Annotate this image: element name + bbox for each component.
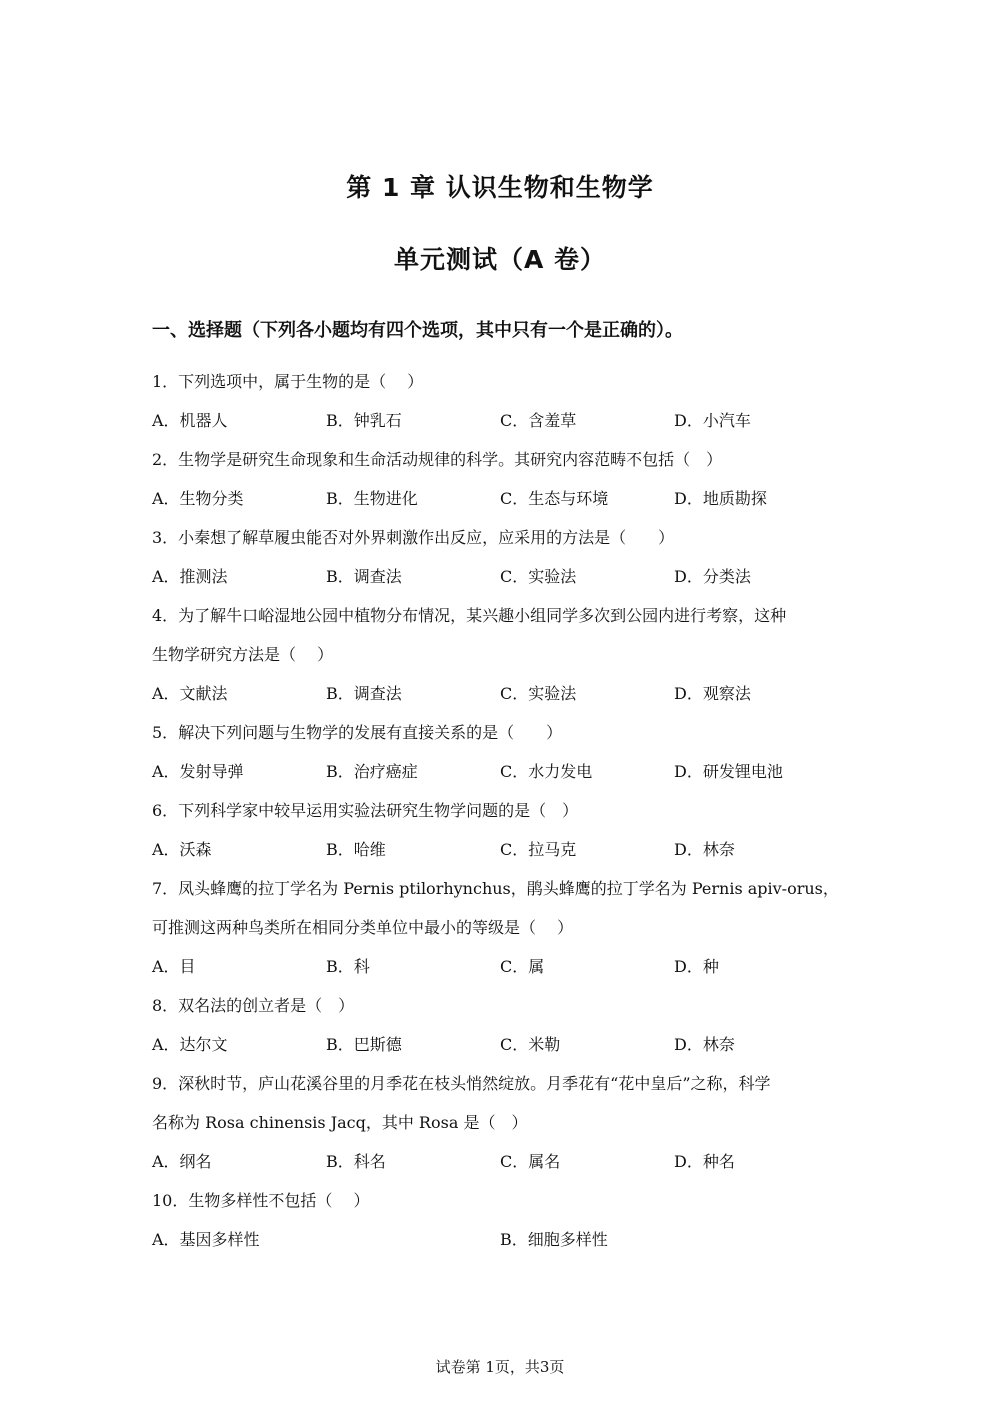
option-a: A．目 — [152, 957, 196, 976]
question-stem: 生物学研究方法是（ ） — [152, 645, 334, 664]
option-b: B．调查法 — [326, 684, 402, 703]
question-stem: 可推测这两种鸟类所在相同分类单位中最小的等级是（ ） — [152, 918, 574, 937]
section-heading: 一、选择题（下列各小题均有四个选项，其中只有一个是正确的）。 — [152, 320, 683, 341]
option-row — [152, 401, 852, 440]
question-stem: 5．解决下列问题与生物学的发展有直接关系的是（ ） — [152, 723, 563, 742]
option-c: C．实验法 — [500, 567, 577, 586]
option-d: D．小汽车 — [674, 411, 751, 430]
option-d: D．观察法 — [674, 684, 751, 703]
option-row — [152, 1220, 852, 1259]
question-stem: 4．为了解牛口峪湿地公园中植物分布情况，某兴趣小组同学多次到公园内进行考察，这种 — [152, 606, 787, 625]
option-b: B．科 — [326, 957, 370, 976]
option-d: D．林奈 — [674, 840, 735, 859]
option-d: D．研发锂电池 — [674, 762, 783, 781]
option-b: B．哈维 — [326, 840, 386, 859]
option-row — [152, 752, 852, 791]
chapter-title: 第 1 章 认识生物和生物学 — [346, 173, 654, 202]
option-c: C．拉马克 — [500, 840, 577, 859]
option-a: A．文献法 — [152, 684, 228, 703]
option-row — [152, 830, 852, 869]
option-row — [152, 1025, 852, 1064]
question-stem: 9．深秋时节，庐山花溪谷里的月季花在枝头悄然绽放。月季花有“花中皇后”之称，科学 — [152, 1074, 771, 1093]
option-c: B．细胞多样性 — [500, 1230, 608, 1249]
option-b: B．巴斯德 — [326, 1035, 402, 1054]
question-stem: 6．下列科学家中较早运用实验法研究生物学问题的是（ ） — [152, 801, 579, 820]
question-list — [152, 362, 852, 1259]
option-d: D．种名 — [674, 1152, 735, 1171]
option-b: B．生物进化 — [326, 489, 418, 508]
option-d: D．林奈 — [674, 1035, 735, 1054]
option-row — [152, 557, 852, 596]
option-b: B．治疗癌症 — [326, 762, 418, 781]
option-row — [152, 674, 852, 713]
option-a: A．基因多样性 — [152, 1230, 260, 1249]
option-c: C．属名 — [500, 1152, 561, 1171]
option-c: C．生态与环境 — [500, 489, 609, 508]
option-a: A．生物分类 — [152, 489, 244, 508]
option-b: B．调查法 — [326, 567, 402, 586]
question-stem: 3．小秦想了解草履虫能否对外界刺激作出反应，应采用的方法是（ ） — [152, 528, 675, 547]
option-row — [152, 947, 852, 986]
option-d: D．种 — [674, 957, 719, 976]
question-stem: 2．生物学是研究生命现象和生命活动规律的科学。其研究内容范畴不包括（ ） — [152, 450, 723, 469]
option-a: A．推测法 — [152, 567, 228, 586]
test-subtitle: 单元测试（A 卷） — [393, 245, 607, 274]
option-row — [152, 479, 852, 518]
option-c: C．米勒 — [500, 1035, 561, 1054]
option-c: C．属 — [500, 957, 545, 976]
option-a: A．纲名 — [152, 1152, 212, 1171]
option-c: C．含羞草 — [500, 411, 577, 430]
question-stem: 名称为 Rosa chinensis Jacq，其中 Rosa 是（ ） — [152, 1113, 528, 1132]
question-stem: 10．生物多样性不包括（ ） — [152, 1191, 370, 1210]
option-c: C．实验法 — [500, 684, 577, 703]
option-d: D．分类法 — [674, 567, 751, 586]
option-a: A．机器人 — [152, 411, 228, 430]
option-a: A．沃森 — [152, 840, 212, 859]
option-c: C．水力发电 — [500, 762, 593, 781]
option-a: A．达尔文 — [152, 1035, 228, 1054]
question-stem: 8．双名法的创立者是（ ） — [152, 996, 355, 1015]
option-d: D．地质勘探 — [674, 489, 767, 508]
page-footer: 试卷第 1页，共3页 — [435, 1358, 565, 1376]
option-b: B．钟乳石 — [326, 411, 402, 430]
question-stem: 7．凤头蜂鹰的拉丁学名为 Pernis ptilorhynchus，鹃头蜂鹰的拉丁学名为 Pernis apiv-orus， — [152, 879, 839, 898]
option-row — [152, 1142, 852, 1181]
option-a: A．发射导弹 — [152, 762, 244, 781]
option-b: B．科名 — [326, 1152, 386, 1171]
question-stem: 1．下列选项中，属于生物的是（ ） — [152, 372, 424, 391]
